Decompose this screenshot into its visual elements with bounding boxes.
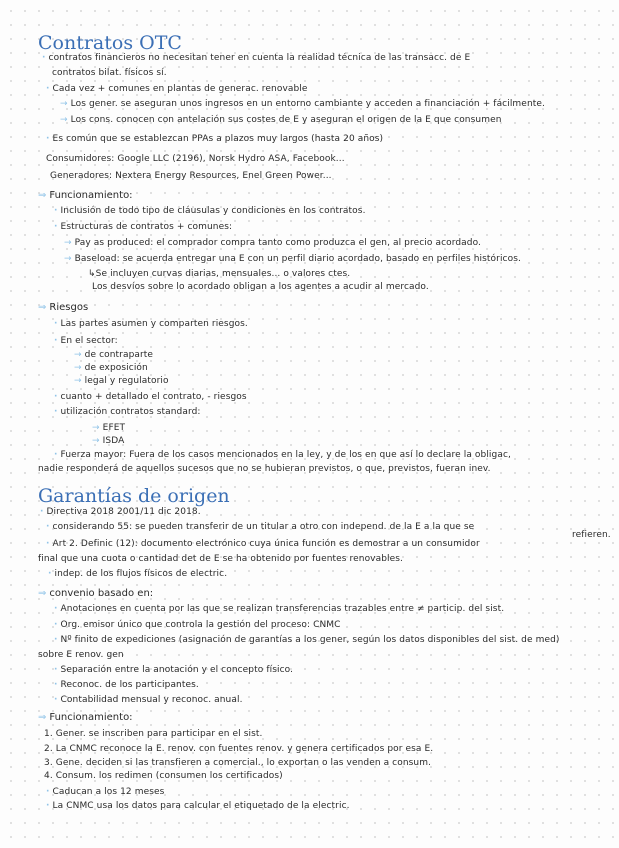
note-line: · cuanto + detallado el contrato, - riesgos <box>54 392 247 402</box>
note-line: · Cada vez + comunes en plantas de generac. renovable <box>46 84 308 94</box>
note-line: → de contraparte <box>74 350 154 360</box>
note-line: · Anotaciones en cuenta por las que se realizan transferencias trazables entre ≠ particip. del sist. <box>54 604 505 614</box>
note-line: · utilización contratos standard: <box>54 407 201 417</box>
note-line: · Contabilidad mensual y reconoc. anual. <box>54 695 243 705</box>
note-line: → Baseload: se acuerda entregar una E con un perfil diario acordado, basado en perfiles históricos. <box>64 254 521 264</box>
note-line: → de exposición <box>74 363 148 373</box>
note-line: · Es común que se establezcan PPAs a plazos muy largos (hasta 20 años) <box>46 134 384 144</box>
note-line: Consumidores: Google LLC (2196), Norsk Hydro ASA, Facebook... <box>46 154 345 164</box>
note-line: · La CNMC usa los datos para calcular el etiquetado de la electric. <box>46 801 350 811</box>
section-title-garantias-origen: Garantías de origen <box>38 485 230 507</box>
note-line: Los desvíos sobre lo acordado obligan a los agentes a acudir al mercado. <box>92 282 429 292</box>
note-line: contratos bilat. físicos sí. <box>52 68 167 78</box>
arrow-icon: ⇒ <box>38 588 47 599</box>
note-line: · Separación entre la anotación y el concepto físico. <box>54 665 294 675</box>
note-line: → Los cons. conocen con antelación sus costes de E y aseguran el origen de la E que consumen <box>60 115 502 125</box>
note-line: · En el sector: <box>54 336 118 346</box>
note-line: nadie responderá de aquellos sucesos que no se hubieran previstos, o que, previstos, fueran inev. <box>38 464 491 474</box>
subheading-riesgos: ⇒ Riesgos <box>38 302 89 313</box>
note-line: · Reconoc. de los participantes. <box>54 680 199 690</box>
note-line: · Las partes asumen y comparten riesgos. <box>54 319 248 329</box>
note-line: ↳Se incluyen curvas diarias, mensuales... o valores ctes. <box>88 269 351 279</box>
note-line: · indep. de los flujos físicos de electric. <box>48 569 228 579</box>
note-line: · considerando 55: se pueden transferir de un titular a otro con independ. de la E a la que se <box>46 522 475 532</box>
note-line: · Art 2. Definic (12): documento electrónico cuya única función es demostrar a un consumidor <box>46 539 480 549</box>
section-title-contratos-otc: Contratos OTC <box>38 32 182 54</box>
arrow-icon: ⇒ <box>38 712 47 723</box>
note-line: · Caducan a los 12 meses <box>46 787 165 797</box>
note-line: 3. Gene. deciden si las transfieren a comercial., lo exportan o las venden a consum. <box>44 758 432 768</box>
note-line: 4. Consum. los redimen (consumen los certificados) <box>44 771 283 781</box>
subheading-convenio: ⇒ convenio basado en: <box>38 588 154 599</box>
note-line: → ISDA <box>92 436 125 446</box>
note-line: · Org. emisor único que controla la gestión del proceso: CNMC <box>54 620 341 630</box>
subheading-funcionamiento: ⇒ Funcionamiento: <box>38 190 133 201</box>
note-line: · Fuerza mayor: Fuera de los casos mencionados en la ley, y de los en que así lo declare la obligac, <box>54 450 511 460</box>
note-line: → EFET <box>92 423 126 433</box>
note-line: Generadores: Nextera Energy Resources, Enel Green Power... <box>50 171 332 181</box>
note-line: 1. Gener. se inscriben para participar en el sist. <box>44 729 263 739</box>
note-line: → Pay as produced: el comprador compra tanto como produzca el gen, al precio acordado. <box>64 238 482 248</box>
note-line: → legal y regulatorio <box>74 376 169 386</box>
note-line: 2. La CNMC reconoce la E. renov. con fuentes renov. y genera certificados por esa E. <box>44 744 434 754</box>
arrow-icon: ⇒ <box>38 302 47 313</box>
note-line: final que una cuota o cantidad det de E se ha obtenido por fuentes renovables. <box>38 554 404 564</box>
arrow-icon: ⇒ <box>38 190 47 201</box>
note-line: → Los gener. se aseguran unos ingresos en un entorno cambiante y acceden a financiación + fácilmente. <box>60 99 545 109</box>
note-line: · Nº finito de expediciones (asignación de garantías a los gener, según los datos disponibles del sist. de med) <box>54 635 560 645</box>
note-line: refieren. <box>572 530 611 540</box>
note-line: · contratos financieros no necesitan tener en cuenta la realidad técnica de las transacc. de E <box>42 53 471 63</box>
subheading-funcionamiento-2: ⇒ Funcionamiento: <box>38 712 133 723</box>
note-line: sobre E renov. gen <box>38 650 124 660</box>
note-line: · Directiva 2018 2001/11 dic 2018. <box>40 507 201 517</box>
note-line: · Inclusión de todo tipo de cláusulas y condiciones en los contratos. <box>54 206 366 216</box>
note-line: · Estructuras de contratos + comunes: <box>54 222 233 232</box>
